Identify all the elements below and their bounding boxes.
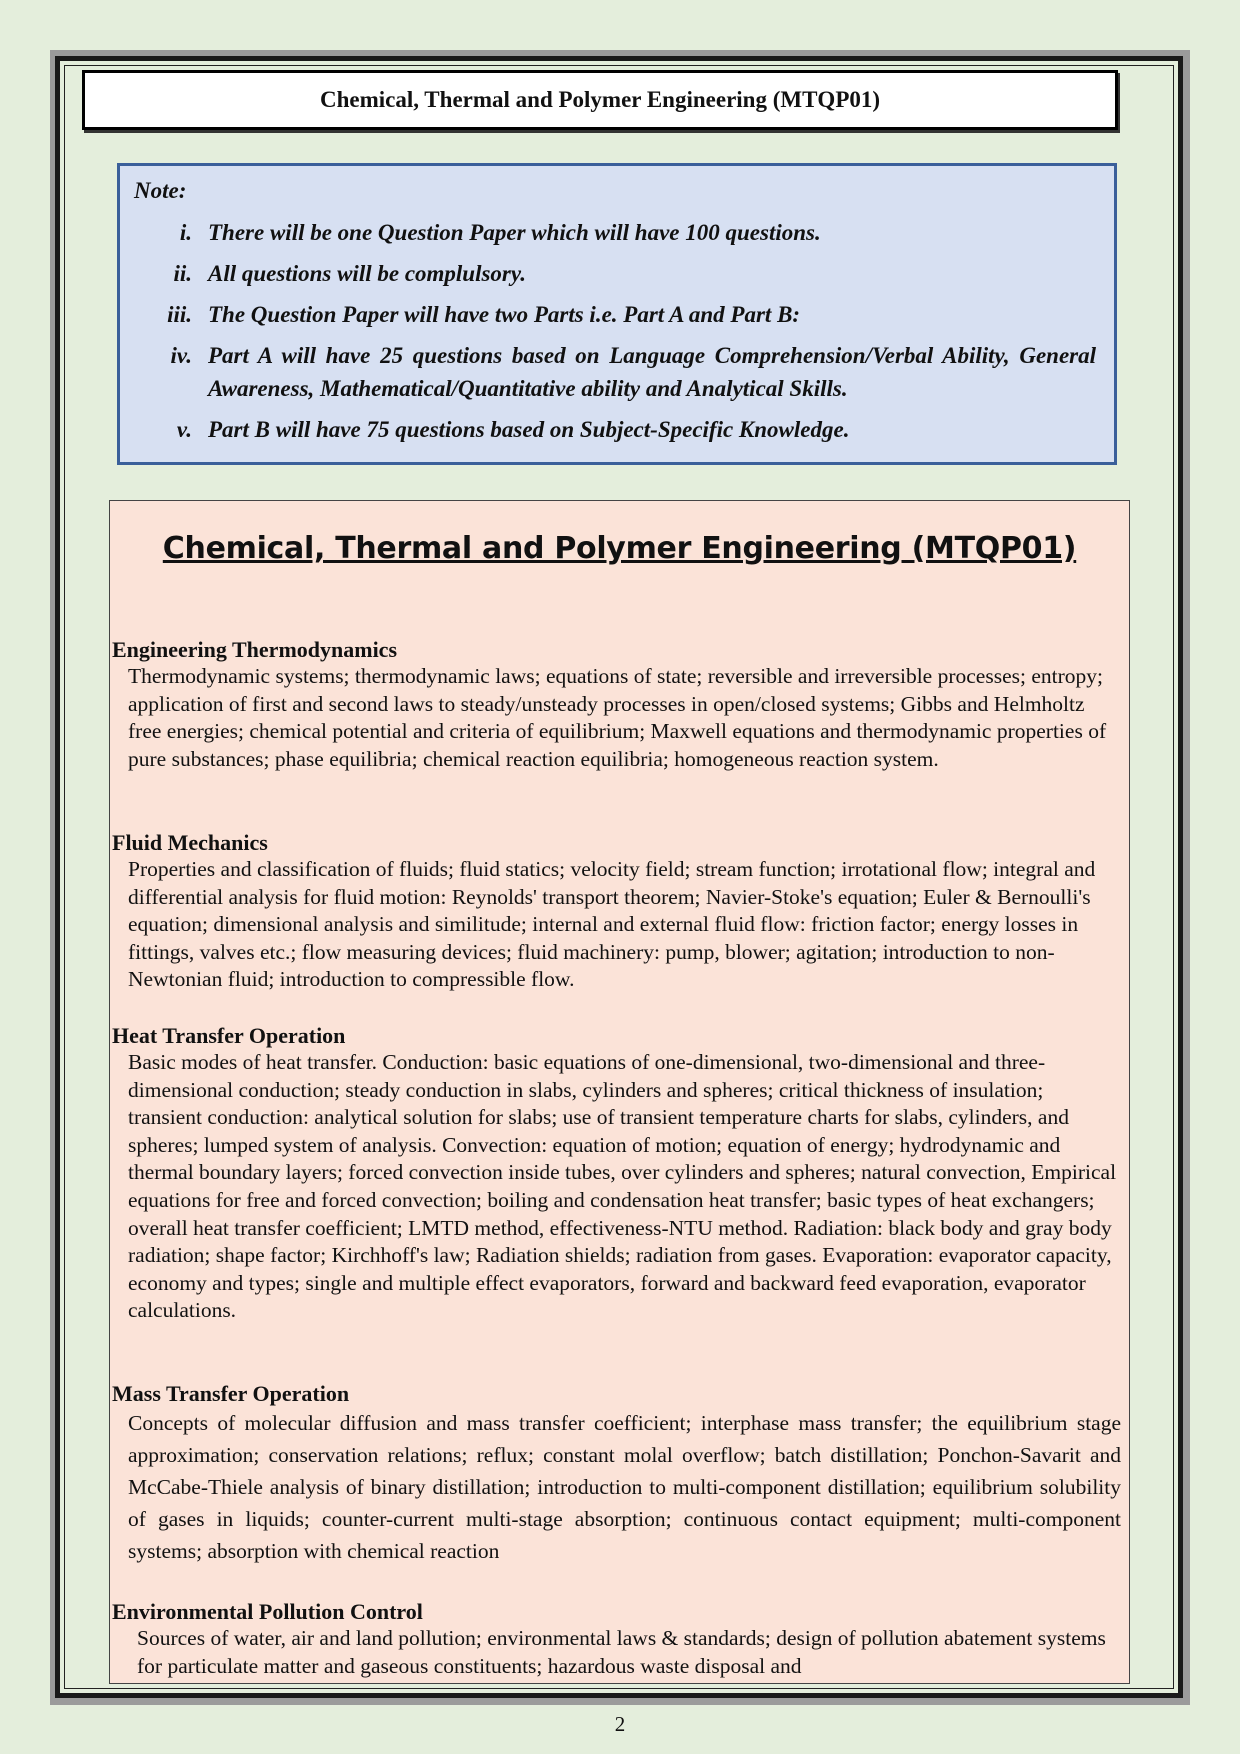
section-heading: Fluid Mechanics [112,830,268,855]
note-item-number: iii. [167,302,192,327]
note-item-text: All questions will be complulsory. [208,261,526,286]
page-number: 2 [614,1712,626,1736]
section-body: Sources of water, air and land pollution; environmental laws & standards; design of pollution abatement systems for particulate matter and gaseous constituents; hazardous waste disposal and [137,1626,1106,1678]
header-title-box [82,70,1118,130]
note-item-number: iv. [170,343,192,368]
note-item [134,298,1096,331]
note-item-number: ii. [173,261,192,286]
syllabus-title: Chemical, Thermal and Polymer Engineering (MTQP01) [162,531,1077,566]
section-heading: Mass Transfer Operation [112,1381,350,1406]
syllabus-box [109,500,1130,1684]
note-item-number: v. [176,417,192,442]
syllabus-section-mass-transfer [112,1380,1127,1567]
section-body: Thermodynamic systems; thermodynamic laws; equations of state; reversible and irreversible processes; entropy; application of first and second laws to steady/unsteady processes in open/closed systems; Gibbs and Helmholtz free energies; chemical potential and criteria of equilibrium; Maxwell equations and thermodynamic properties of pure substances; phase equilibria; chemical reaction equilibria; homogeneous reaction system. [128,664,1107,771]
syllabus-section-heat-transfer [112,1022,1127,1325]
note-item [134,413,1096,446]
section-body: Properties and classification of fluids; fluid statics; velocity field; stream function; irrotational flow; integral and differential analysis for fluid motion: Reynolds' transport theorem; Navier-Stoke's equation; Euler & Bernoulli's equation; dimensional analysis and similitude; internal and external fluid flow: friction factor; energy losses in fittings, valves etc.; flow measuring devices; fluid machinery: pump, blower; agitation; introduction to non-Newtonian fluid; introduction to compressible flow. [128,857,1096,992]
section-body: Concepts of molecular diffusion and mass transfer coefficient; interphase mass transfer; the equilibrium stage approximation; conservation relations; reflux; constant molal overflow; batch distillation; Ponchon-Savarit and McCabe-Thiele analysis of binary distillation; introduction to multi-component distillation; equilibrium solubility of gases in liquids; counter-current multi-stage absorption; continuous contact equipment; multi-component systems; absorption with chemical reaction [128,1411,1121,1563]
note-box [117,163,1117,465]
syllabus-section-environmental [112,1598,1127,1680]
section-heading: Environmental Pollution Control [112,1599,423,1624]
section-heading: Engineering Thermodynamics [112,637,398,662]
note-item-text: Part A will have 25 questions based on Language Comprehension/Verbal Ability, General Awareness, Mathematical/Quantitative ability and Analytical Skills. [208,343,1096,401]
note-item-text: There will be one Question Paper which will have 100 questions. [208,220,821,245]
syllabus-section-thermodynamics [112,636,1127,773]
syllabus-section-fluid-mechanics [112,829,1127,994]
note-item-number: i. [179,220,192,245]
note-heading: Note: [134,178,187,203]
note-item [134,339,1096,405]
note-item-text: The Question Paper will have two Parts i.e. Part A and Part B: [208,302,801,327]
section-heading: Heat Transfer Operation [112,1023,346,1048]
section-body: Basic modes of heat transfer. Conduction: basic equations of one-dimensional, two-dimensional and three-dimensional conduction; steady conduction in slabs, cylinders and spheres; critical thickness of insulation; transient conduction: analytical solution for slabs; use of transient temperature charts for slabs, cylinders, and spheres; lumped system of analysis. Convection: equation of motion; equation of energy; hydrodynamic and thermal boundary layers; forced convection inside tubes, over cylinders and spheres; natural convection, Empirical equations for free and forced convection; boiling and condensation heat transfer; basic types of heat exchangers; overall heat transfer coefficient; LMTD method, effectiveness-NTU method. Radiation: black body and gray body radiation; shape factor; Kirchhoff's law; Radiation shields; radiation from gases. Evaporation: evaporator capacity, economy and types; single and multiple effect evaporators, forward and backward feed evaporation, evaporator calculations. [128,1050,1117,1323]
note-item-text: Part B will have 75 questions based on Subject-Specific Knowledge. [208,417,850,442]
note-item [134,257,1096,290]
header-title: Chemical, Thermal and Polymer Engineering (MTQP01) [319,87,881,112]
note-item [134,216,1096,249]
